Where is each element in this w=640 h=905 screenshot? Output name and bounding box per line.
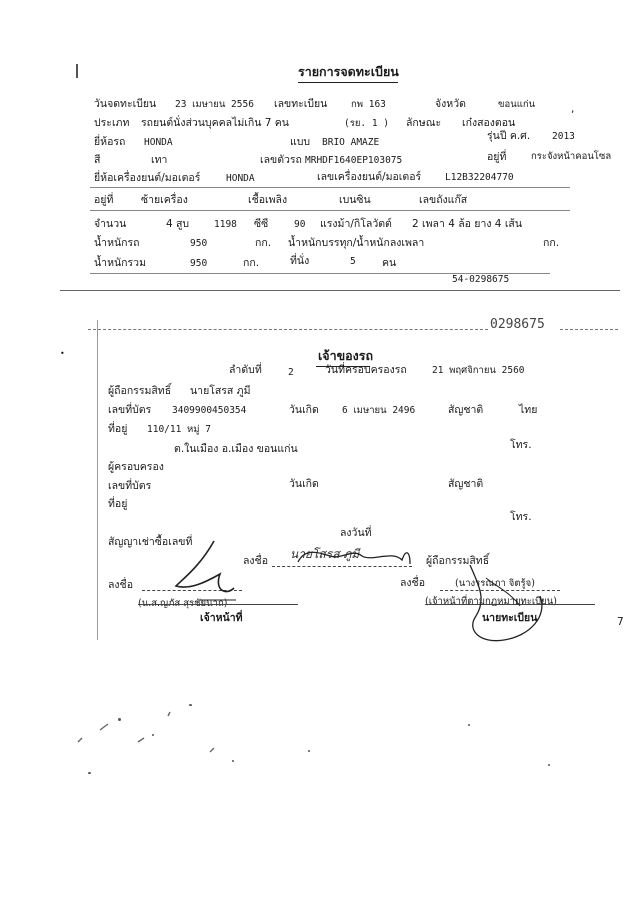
officer-signature-mark (176, 541, 234, 592)
speck (548, 764, 550, 766)
seats-label: ที่นั่ง (290, 255, 310, 267)
engine-brand-value: HONDA (226, 173, 255, 184)
engine-location-label: อยู่ที่ (94, 194, 114, 206)
owner-title: เจ้าของรถ (318, 348, 374, 363)
address-line-1: 110/11 หมู่ 7 (147, 424, 211, 435)
engine-number: L12B32204770 (445, 172, 514, 183)
type-code: (รย. 1 ) (344, 118, 389, 129)
section-divider-1 (60, 290, 620, 291)
brand-label: ยี่ห้อรถ (94, 136, 126, 148)
plate-label: เลขทะเบียน (274, 98, 328, 110)
left-margin-mark (76, 64, 78, 78)
province-value: ขอนแก่น (498, 99, 536, 110)
possessor-nationality-label: สัญชาติ (448, 478, 484, 490)
possessor-address-label: ที่อยู่ (108, 498, 128, 510)
id-number: 3409900450354 (172, 405, 247, 416)
holder-label: ผู้ถือกรรมสิทธิ์ (108, 385, 172, 397)
load-label: น้ำหนักบรรทุก/น้ำหนักลงเพลา (288, 237, 425, 249)
cc-value: 1198 (214, 219, 237, 230)
title-underline (298, 82, 398, 83)
model-value: BRIO AMAZE (322, 137, 380, 148)
phone-label: โทร. (510, 439, 532, 451)
document-number: 54-0298675 (452, 274, 510, 285)
nationality-label: สัญชาติ (448, 404, 484, 416)
model-label: แบบ (290, 136, 311, 148)
engine-location: ซ้ายเครื่อง (141, 194, 188, 206)
speck (232, 760, 234, 762)
vin-label: เลขตัวรถ (260, 154, 302, 166)
power-value: 90 (294, 219, 306, 230)
registrar-role: นายทะเบียน (482, 612, 538, 624)
year-label: รุ่นปี ค.ศ. (487, 130, 531, 142)
weight-label: น้ำหนักรถ (94, 237, 140, 249)
color-label: สี (94, 154, 101, 166)
right-sign-line (440, 590, 560, 591)
left-margin-line (97, 320, 98, 640)
fuel-value: เบนซิน (339, 194, 371, 206)
owned-date: 21 พฤศจิกายน 2560 (432, 365, 525, 376)
year-value: 2013 (552, 131, 575, 142)
registrar-name: (นางรรณภา จิตรู้จ) (455, 578, 535, 589)
gross-weight-value: 950 (190, 258, 208, 269)
speck (152, 734, 154, 736)
possessor-phone-label: โทร. (510, 511, 532, 523)
engine-brand-label: ยี่ห้อเครื่องยนต์/มอเตอร์ (94, 172, 201, 184)
color-value: เทา (151, 154, 168, 166)
seq-label: ลำดับที่ (229, 364, 262, 376)
province-label: จังหวัด (435, 98, 466, 110)
address-line-2: ต.ในเมือง อ.เมือง ขอนแก่น (174, 443, 298, 455)
reg-date-label: วันจดทะเบียน (94, 98, 157, 110)
type-value: รถยนต์นั่งส่วนบุคคลไม่เกิน 7 คน (141, 117, 289, 129)
style-value: เก๋งสองตอน (462, 117, 516, 129)
lease-contract-label: สัญญาเช่าซื้อเลขที่ (108, 536, 193, 548)
gross-weight-unit: กก. (243, 257, 260, 269)
officer-role: เจ้าหน้าที่ (200, 612, 243, 624)
possessor-id-label: เลขที่บัตร (108, 480, 152, 492)
vin-location: กระจังหน้าคอนโซล (531, 151, 612, 162)
id-label: เลขที่บัตร (108, 404, 152, 416)
faded-band-line (88, 329, 488, 330)
gas-tank-label: เลขถังแก๊ส (419, 194, 468, 206)
gross-weight-label: น้ำหนักรวม (94, 257, 146, 269)
engine-loc-underline (90, 210, 570, 211)
type-label: ประเภท (94, 117, 130, 129)
faded-band-line-right (560, 329, 618, 330)
possessor-birth-label: วันเกิด (289, 478, 319, 490)
bottom-speck-trail (78, 712, 214, 752)
axles-value: 2 เพลา 4 ล้อ ยาง 4 เส้น (412, 218, 522, 230)
nationality-value: ไทย (519, 404, 538, 416)
holder-role-label: ผู้ถือกรรมสิทธิ์ (426, 555, 490, 567)
officer-name: (น.ส.ญภัส สุรชัยนาถ) (138, 598, 228, 609)
load-unit: กก. (543, 237, 560, 249)
birth-label: วันเกิด (289, 404, 319, 416)
engine-row-underline (90, 187, 570, 188)
sign-label-left: ลงชื่อ (108, 579, 133, 591)
cylinders-value: 4 สูบ (166, 218, 190, 230)
middle-sign-line (272, 566, 412, 567)
officer-name-underline (138, 604, 298, 605)
owned-date-label: วันที่ครอบครองรถ (325, 364, 407, 376)
reg-date: 23 เมษายน 2556 (175, 99, 254, 110)
faded-band-dot: • (60, 349, 65, 358)
seq-value: 2 (288, 367, 294, 378)
seats-value: 5 (350, 256, 356, 267)
address-label: ที่อยู่ (108, 423, 128, 435)
seats-unit: คน (382, 257, 397, 269)
speck (189, 704, 192, 706)
left-sign-line (142, 590, 242, 591)
page-number: 7 (617, 616, 624, 628)
engine-number-label: เลขเครื่องยนต์/มอเตอร์ (317, 171, 422, 183)
cc-label: ซีซี (254, 218, 269, 230)
province-comma: , (571, 103, 575, 115)
style-label: ลักษณะ (406, 117, 442, 129)
speck (308, 750, 310, 752)
registrar-office: (เจ้าหน้าที่ตามกฎหมายทะเบียน) (425, 596, 557, 607)
lease-date-label: ลงวันที่ (340, 527, 372, 539)
sign-label-middle: ลงชื่อ (243, 555, 268, 567)
speck (118, 718, 121, 721)
faded-number: 0298675 (490, 317, 545, 332)
possessor-label: ผู้ครอบครอง (108, 461, 164, 473)
speck (468, 724, 470, 726)
holder-name: นายโสรส ภูมี (190, 385, 251, 397)
birth-date: 6 เมษายน 2496 (342, 405, 416, 416)
sign-label-right: ลงชื่อ (400, 577, 425, 589)
speck (88, 772, 91, 774)
vin-location-label: อยู่ที่ (487, 151, 507, 163)
fuel-label: เชื้อเพลิง (248, 194, 288, 206)
power-label: แรงม้า/กิโลวัตต์ (320, 218, 392, 230)
registrar-office-underline (425, 604, 595, 605)
middle-signer-name: นายโสรส ภูมี (290, 547, 360, 561)
registration-title: รายการจดทะเบียน (298, 64, 399, 79)
vin-value: MRHDF1640EP103075 (305, 155, 403, 166)
weight-value: 950 (190, 238, 208, 249)
weight-unit: กก. (255, 237, 272, 249)
plate-value: กพ 163 (351, 99, 386, 110)
brand-value: HONDA (144, 137, 173, 148)
count-label: จำนวน (94, 218, 127, 230)
